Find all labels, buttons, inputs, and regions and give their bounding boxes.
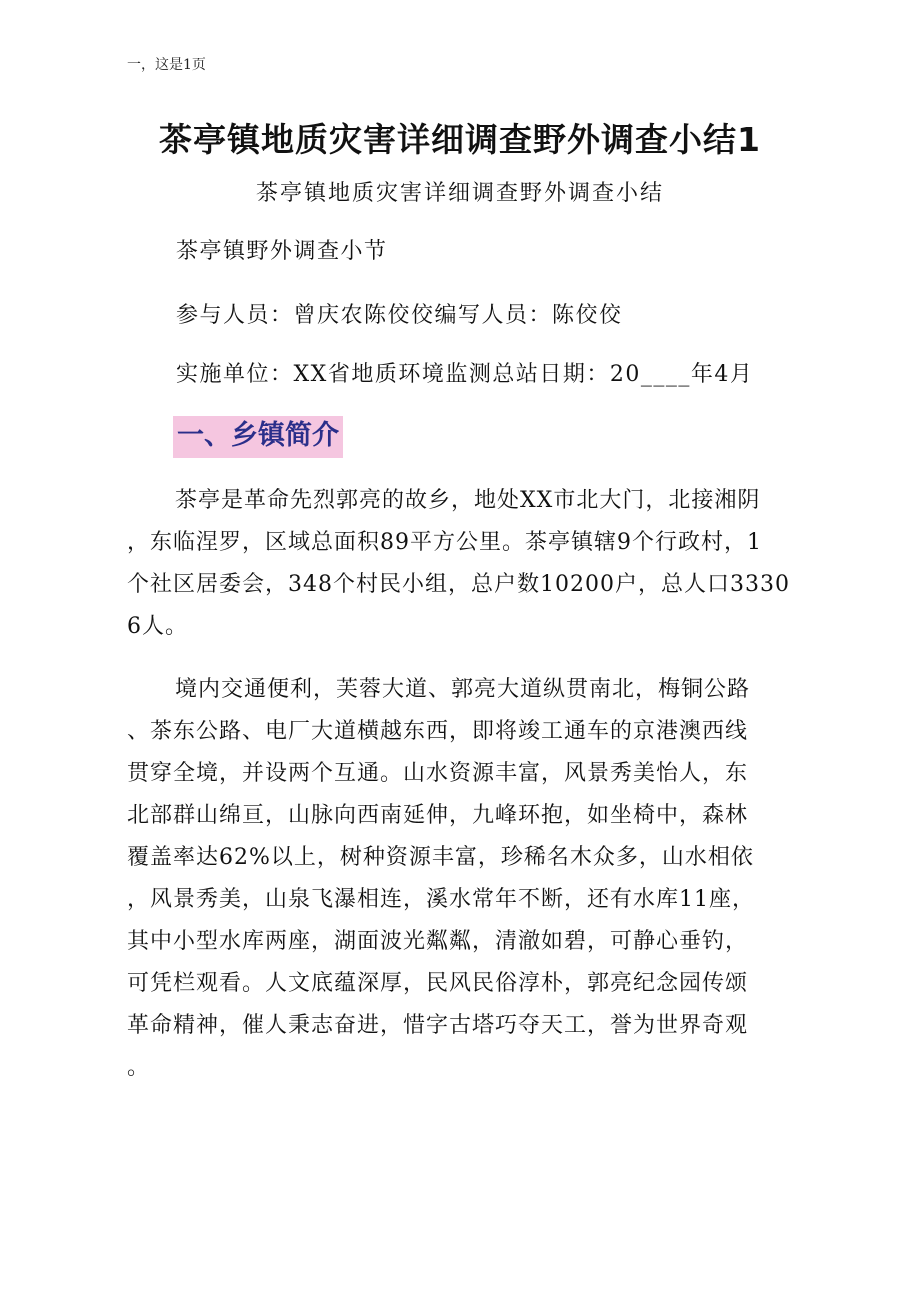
paragraph-line: 6人。 [127, 614, 188, 639]
section-label: 茶亭镇野外调查小节 [176, 239, 388, 264]
paragraph-line: 贯穿全境，并设两个互通。山水资源丰富，风景秀美怡人，东 [127, 761, 749, 786]
paragraph-line: 境内交通便利，芙蓉大道、郭亮大道纵贯南北，梅铜公路 [175, 677, 751, 702]
paragraph-line: 茶亭是革命先烈郭亮的故乡，地处XX市北大门，北接湘阴 [175, 488, 761, 513]
paragraph-traffic-scenery [127, 669, 793, 1089]
paragraph-line: ，风景秀美，山泉飞瀑相连，溪水常年不断，还有水库11座， [127, 887, 755, 912]
document-subtitle: 茶亭镇地质灾害详细调查野外调查小结 [255, 181, 664, 206]
paragraph-line: 其中小型水库两座，湖面波光粼粼，清澈如碧，可静心垂钓， [127, 929, 749, 954]
paragraph-line: 可凭栏观看。人文底蕴深厚，民风民俗淳朴，郭亮纪念园传颂 [127, 971, 749, 996]
unit-date-line: 实施单位：XX省地质环境监测总站日期：20____年4月 [176, 362, 754, 387]
paragraph-intro [127, 480, 793, 648]
participants-line: 参与人员：曾庆农陈佼佼编写人员：陈佼佼 [176, 303, 623, 328]
paragraph-line: 革命精神，催人秉志奋进，惜字古塔巧夺天工，誉为世界奇观 [127, 1013, 749, 1038]
paragraph-line: ，东临涅罗，区域总面积89平方公里。茶亭镇辖9个行政村，1 [127, 530, 762, 555]
section-heading-township-intro: 一、乡镇简介 [173, 416, 343, 458]
paragraph-line: 、茶东公路、电厂大道横越东西，即将竣工通车的京港澳西线 [127, 719, 749, 744]
paragraph-line: 个社区居委会，348个村民小组，总户数10200户，总人口3330 [127, 572, 790, 597]
paragraph-line: 覆盖率达62%以上，树种资源丰富，珍稀名木众多，山水相依 [127, 845, 754, 870]
document-title: 茶亭镇地质灾害详细调查野外调查小结1 [159, 120, 761, 159]
paragraph-line: 北部群山绵亘，山脉向西南延伸，九峰环抱，如坐椅中，森林 [127, 803, 749, 828]
page-marker: 一，这是1页 [127, 57, 206, 73]
paragraph-line: 。 [127, 1055, 151, 1080]
